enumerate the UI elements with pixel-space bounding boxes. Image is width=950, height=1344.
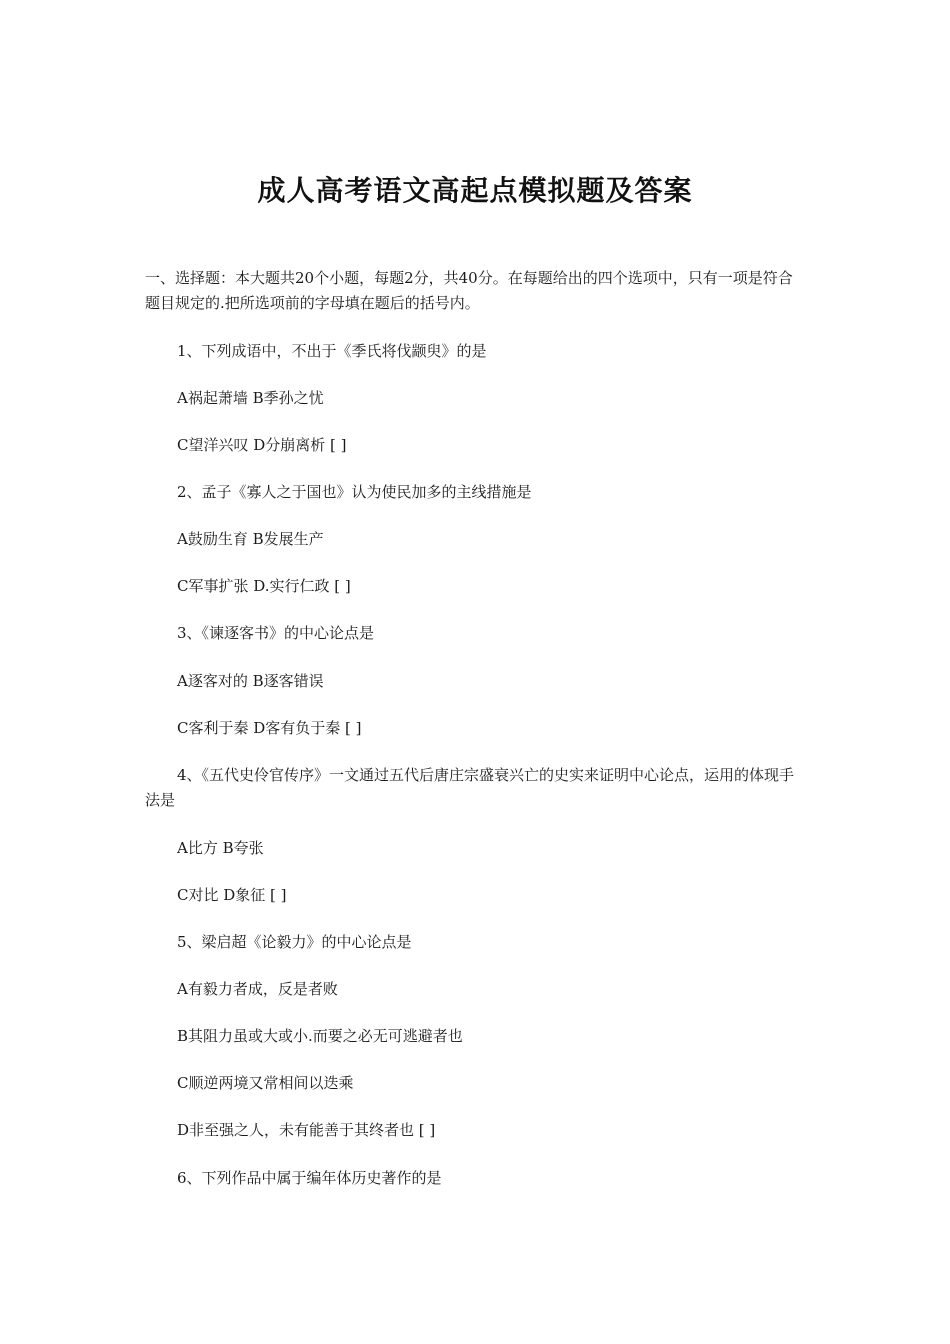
question-option: A逐客对的 B逐客错误 (177, 672, 324, 690)
question-option: A鼓励生育 B发展生产 (177, 530, 324, 548)
question-stem: 3、《谏逐客书》的中心论点是 (177, 624, 375, 642)
question-option: C望洋兴叹 D分崩离析 [ ] (177, 436, 347, 454)
question-stem: 6、下列作品中属于编年体历史著作的是 (177, 1169, 442, 1187)
question-option: A祸起萧墙 B季孙之忧 (177, 389, 324, 407)
question-option: A比方 B夸张 (177, 839, 264, 857)
question-option: B其阻力虽或大或小.而要之必无可逃避者也 (177, 1027, 463, 1045)
question-stem: 4、《五代史伶官传序》一文通过五代后唐庄宗盛衰兴亡的史实来证明中心论点，运用的体现手法是 (145, 766, 795, 809)
question-stem: 2、孟子《寡人之于国也》认为使民加多的主线措施是 (177, 483, 532, 501)
question-option: C对比 D象征 [ ] (177, 886, 287, 904)
section-intro: 一、选择题：本大题共20个小题，每题2分，共40分。在每题给出的四个选项中，只有一项是符合题目规定的.把所选项前的字母填在题后的括号内。 (145, 269, 793, 312)
question-option: A有毅力者成，反是者败 (177, 980, 338, 998)
question-option: D非至强之人，未有能善于其终者也 [ ] (177, 1121, 436, 1139)
question-option: C客利于秦 D客有负于秦 [ ] (177, 719, 362, 737)
question-option: C顺逆两境又常相间以迭乘 (177, 1074, 354, 1092)
question-stem: 1、下列成语中，不出于《季氏将伐颛臾》的是 (177, 342, 487, 360)
question-option: C军事扩张 D.实行仁政 [ ] (177, 577, 351, 595)
document-title: 成人高考语文高起点模拟题及答案 (257, 173, 693, 207)
question-stem: 5、梁启超《论毅力》的中心论点是 (177, 933, 412, 951)
